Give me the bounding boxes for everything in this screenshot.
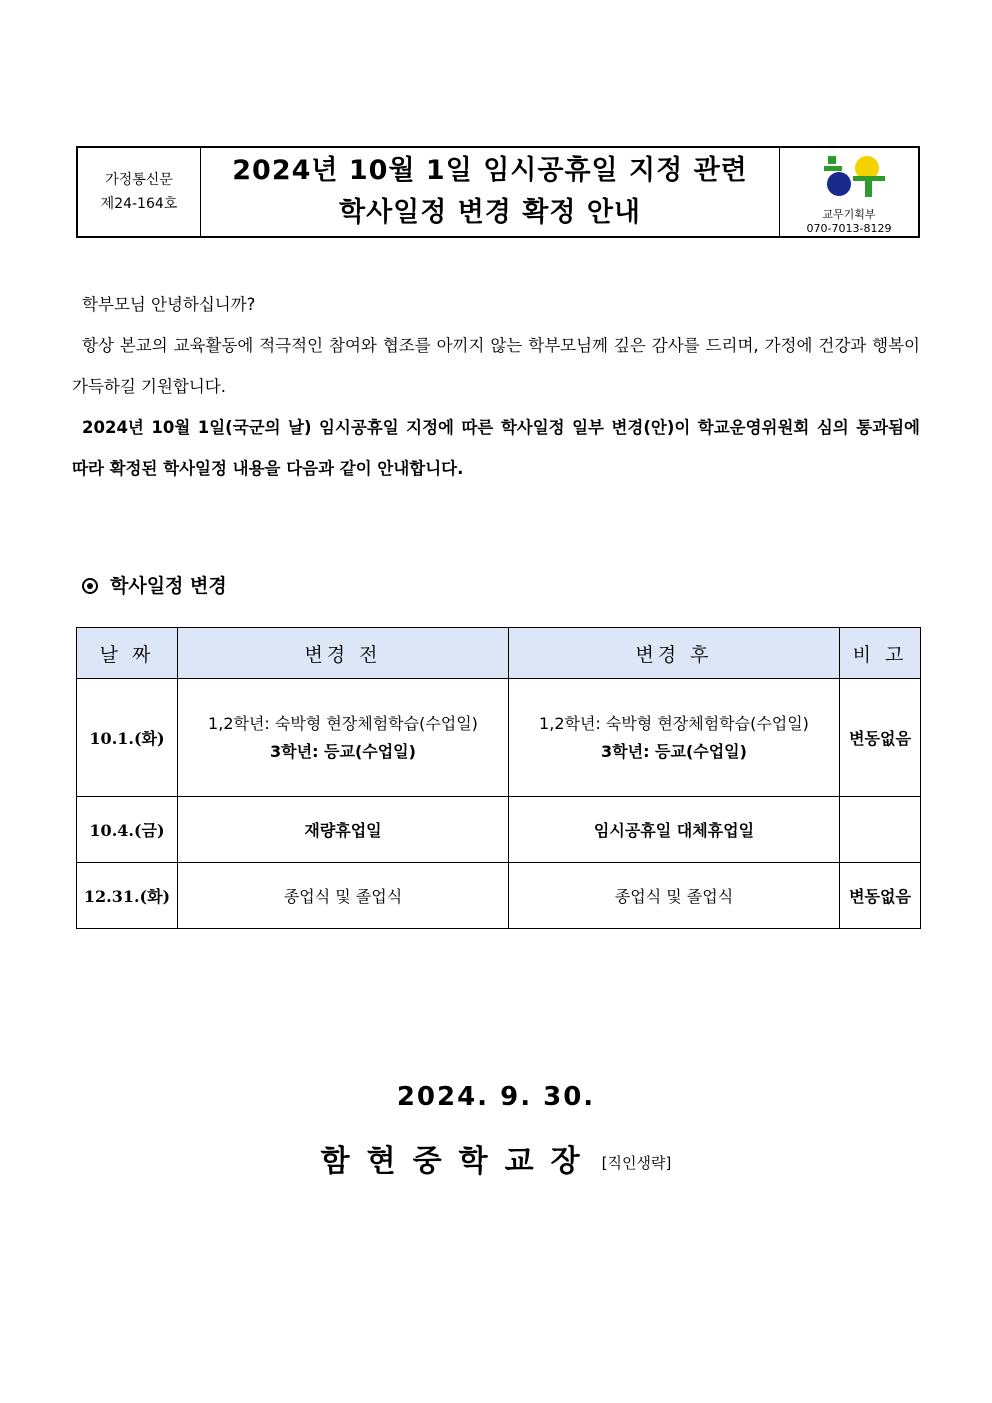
header-after: 변경 후 (509, 628, 840, 679)
intro-text: 항상 본교의 교육활동에 적극적인 참여와 협조를 아끼지 않는 학부모님께 깊은 감사를 드리며, 가정에 건강과 행복이 가득하길 기원합니다. (72, 336, 920, 396)
schedule-table (76, 627, 921, 929)
before-line: 3학년: 등교(수업일) (270, 741, 416, 761)
notice-paragraph (72, 407, 920, 489)
after-line: 1,2학년: 숙박형 현장체험학습(수업일) (539, 713, 809, 733)
header-before: 변경 전 (178, 628, 509, 679)
principal-signature (0, 1136, 992, 1180)
row-date: 10.4.(금) (77, 797, 178, 863)
school-contact (780, 148, 918, 236)
department-phone: 070-7013-8129 (806, 222, 892, 235)
after-line: 3학년: 등교(수업일) (601, 741, 747, 761)
section-title: 학사일정 변경 (110, 575, 227, 597)
table-header-row (77, 628, 921, 679)
row-before (178, 679, 509, 797)
row-before: 종업식 및 졸업식 (178, 863, 509, 929)
before-line: 1,2학년: 숙박형 현장체험학습(수업일) (208, 713, 478, 733)
title-line-2: 학사일정 변경 확정 안내 (338, 197, 642, 228)
section-heading (82, 566, 227, 606)
row-note: 변동없음 (840, 679, 921, 797)
row-note: 변동없음 (840, 863, 921, 929)
document-header (76, 146, 920, 238)
row-before: 재량휴업일 (178, 797, 509, 863)
intro-paragraph (72, 325, 920, 407)
row-after (509, 679, 840, 797)
school-logo-icon (823, 154, 887, 198)
title-line-1: 2024년 10월 1일 임시공휴일 지정 관련 (232, 155, 748, 186)
bullet-icon (82, 578, 98, 594)
row-after: 임시공휴일 대체휴업일 (509, 797, 840, 863)
header-date: 날 짜 (77, 628, 178, 679)
doc-type: 가정통신문 (105, 172, 173, 188)
seal-note: [직인생략] (601, 1154, 672, 1172)
doc-number: 제24-164호 (100, 196, 178, 212)
table-row (77, 679, 921, 797)
row-date: 12.31.(화) (77, 863, 178, 929)
row-note (840, 797, 921, 863)
greeting: 학부모님 안녕하십니까? (82, 295, 256, 314)
page-title (201, 148, 780, 236)
principal-name: 함현중학교장 (320, 1144, 597, 1179)
department-name: 교무기획부 (822, 208, 876, 221)
issue-date: 2024. 9. 30. (396, 1082, 596, 1112)
notice-text: 2024년 10월 1일(국군의 날) 임시공휴일 지정에 따른 학사일정 일부 변경(안)이 학교운영위원회 심의 통과됨에 따라 확정된 학사일정 내용을 다음과 같이 안내합니다. (72, 418, 920, 478)
table-row (77, 797, 921, 863)
table-row (77, 863, 921, 929)
doc-info (78, 148, 201, 236)
row-date: 10.1.(화) (77, 679, 178, 797)
row-after: 종업식 및 졸업식 (509, 863, 840, 929)
header-note: 비 고 (840, 628, 921, 679)
